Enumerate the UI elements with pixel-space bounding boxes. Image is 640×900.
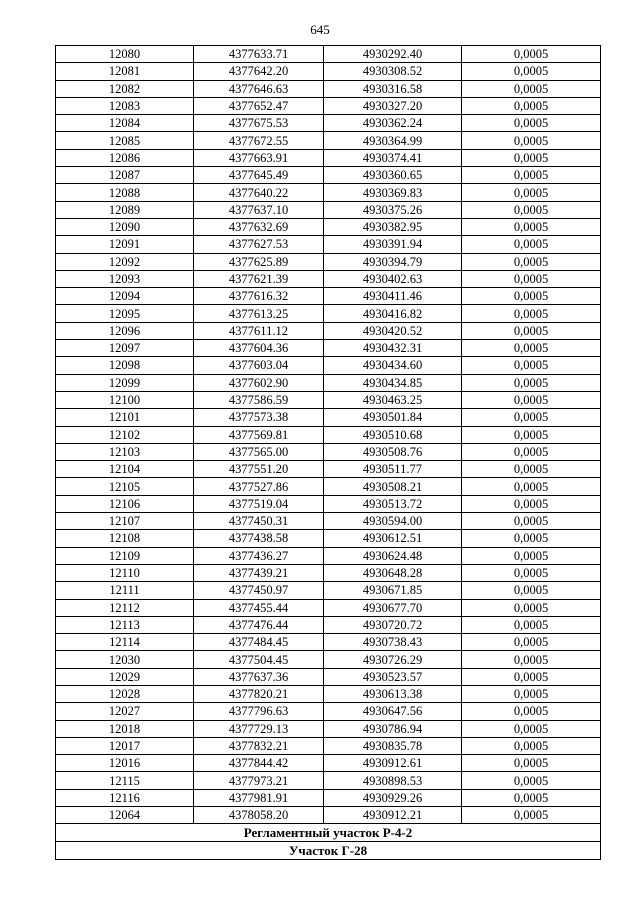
x-coordinate-cell: 4377672.55 bbox=[194, 132, 324, 149]
point-number-cell: 12095 bbox=[56, 305, 194, 322]
y-coordinate-cell: 4930394.79 bbox=[324, 253, 462, 270]
table-row bbox=[56, 461, 601, 478]
x-coordinate-cell: 4377603.04 bbox=[194, 357, 324, 374]
tolerance-cell: 0,0005 bbox=[462, 685, 601, 702]
table-row bbox=[56, 132, 601, 149]
tolerance-cell: 0,0005 bbox=[462, 703, 601, 720]
tolerance-cell: 0,0005 bbox=[462, 218, 601, 235]
y-coordinate-cell: 4930898.53 bbox=[324, 772, 462, 789]
x-coordinate-cell: 4377637.36 bbox=[194, 668, 324, 685]
tolerance-cell: 0,0005 bbox=[462, 755, 601, 772]
point-number-cell: 12027 bbox=[56, 703, 194, 720]
x-coordinate-cell: 4377832.21 bbox=[194, 737, 324, 754]
table-row bbox=[56, 46, 601, 63]
y-coordinate-cell: 4930513.72 bbox=[324, 495, 462, 512]
tolerance-cell: 0,0005 bbox=[462, 547, 601, 564]
tolerance-cell: 0,0005 bbox=[462, 495, 601, 512]
point-number-cell: 12102 bbox=[56, 426, 194, 443]
tolerance-cell: 0,0005 bbox=[462, 374, 601, 391]
point-number-cell: 12081 bbox=[56, 63, 194, 80]
y-coordinate-cell: 4930594.00 bbox=[324, 513, 462, 530]
tolerance-cell: 0,0005 bbox=[462, 391, 601, 408]
point-number-cell: 12085 bbox=[56, 132, 194, 149]
point-number-cell: 12096 bbox=[56, 322, 194, 339]
x-coordinate-cell: 4377621.39 bbox=[194, 270, 324, 287]
section-title: Участок Г-28 bbox=[56, 842, 601, 860]
table-row bbox=[56, 357, 601, 374]
y-coordinate-cell: 4930432.31 bbox=[324, 340, 462, 357]
table-row bbox=[56, 495, 601, 512]
point-number-cell: 12099 bbox=[56, 374, 194, 391]
tolerance-cell: 0,0005 bbox=[462, 582, 601, 599]
tolerance-cell: 0,0005 bbox=[462, 720, 601, 737]
y-coordinate-cell: 4930613.38 bbox=[324, 685, 462, 702]
y-coordinate-cell: 4930362.24 bbox=[324, 115, 462, 132]
point-number-cell: 12092 bbox=[56, 253, 194, 270]
point-number-cell: 12094 bbox=[56, 288, 194, 305]
x-coordinate-cell: 4378058.20 bbox=[194, 807, 324, 824]
page-number: 645 bbox=[310, 22, 330, 37]
tolerance-cell: 0,0005 bbox=[462, 340, 601, 357]
y-coordinate-cell: 4930671.85 bbox=[324, 582, 462, 599]
coordinates-table-body bbox=[56, 46, 601, 860]
x-coordinate-cell: 4377527.86 bbox=[194, 478, 324, 495]
x-coordinate-cell: 4377613.25 bbox=[194, 305, 324, 322]
tolerance-cell: 0,0005 bbox=[462, 80, 601, 97]
table-row bbox=[56, 564, 601, 581]
y-coordinate-cell: 4930292.40 bbox=[324, 46, 462, 63]
tolerance-cell: 0,0005 bbox=[462, 513, 601, 530]
tolerance-cell: 0,0005 bbox=[462, 322, 601, 339]
y-coordinate-cell: 4930391.94 bbox=[324, 236, 462, 253]
x-coordinate-cell: 4377729.13 bbox=[194, 720, 324, 737]
section-title-row bbox=[56, 842, 601, 860]
y-coordinate-cell: 4930726.29 bbox=[324, 651, 462, 668]
table-row bbox=[56, 409, 601, 426]
x-coordinate-cell: 4377646.63 bbox=[194, 80, 324, 97]
table-row bbox=[56, 703, 601, 720]
x-coordinate-cell: 4377450.97 bbox=[194, 582, 324, 599]
table-row bbox=[56, 184, 601, 201]
y-coordinate-cell: 4930411.46 bbox=[324, 288, 462, 305]
x-coordinate-cell: 4377633.71 bbox=[194, 46, 324, 63]
y-coordinate-cell: 4930420.52 bbox=[324, 322, 462, 339]
point-number-cell: 12087 bbox=[56, 167, 194, 184]
y-coordinate-cell: 4930364.99 bbox=[324, 132, 462, 149]
y-coordinate-cell: 4930510.68 bbox=[324, 426, 462, 443]
x-coordinate-cell: 4377476.44 bbox=[194, 616, 324, 633]
point-number-cell: 12090 bbox=[56, 218, 194, 235]
y-coordinate-cell: 4930374.41 bbox=[324, 149, 462, 166]
table-row bbox=[56, 391, 601, 408]
point-number-cell: 12100 bbox=[56, 391, 194, 408]
x-coordinate-cell: 4377675.53 bbox=[194, 115, 324, 132]
section-title: Регламентный участок Р-4-2 bbox=[56, 824, 601, 842]
x-coordinate-cell: 4377455.44 bbox=[194, 599, 324, 616]
tolerance-cell: 0,0005 bbox=[462, 789, 601, 806]
tolerance-cell: 0,0005 bbox=[462, 46, 601, 63]
table-row bbox=[56, 443, 601, 460]
table-row bbox=[56, 236, 601, 253]
y-coordinate-cell: 4930463.25 bbox=[324, 391, 462, 408]
table-row bbox=[56, 149, 601, 166]
tolerance-cell: 0,0005 bbox=[462, 478, 601, 495]
x-coordinate-cell: 4377663.91 bbox=[194, 149, 324, 166]
tolerance-cell: 0,0005 bbox=[462, 253, 601, 270]
x-coordinate-cell: 4377438.58 bbox=[194, 530, 324, 547]
table-row bbox=[56, 270, 601, 287]
y-coordinate-cell: 4930508.21 bbox=[324, 478, 462, 495]
point-number-cell: 12088 bbox=[56, 184, 194, 201]
y-coordinate-cell: 4930360.65 bbox=[324, 167, 462, 184]
point-number-cell: 12029 bbox=[56, 668, 194, 685]
point-number-cell: 12098 bbox=[56, 357, 194, 374]
tolerance-cell: 0,0005 bbox=[462, 63, 601, 80]
tolerance-cell: 0,0005 bbox=[462, 167, 601, 184]
tolerance-cell: 0,0005 bbox=[462, 115, 601, 132]
table-row bbox=[56, 305, 601, 322]
point-number-cell: 12028 bbox=[56, 685, 194, 702]
tolerance-cell: 0,0005 bbox=[462, 599, 601, 616]
table-row bbox=[56, 772, 601, 789]
tolerance-cell: 0,0005 bbox=[462, 564, 601, 581]
table-row bbox=[56, 651, 601, 668]
point-number-cell: 12112 bbox=[56, 599, 194, 616]
x-coordinate-cell: 4377632.69 bbox=[194, 218, 324, 235]
point-number-cell: 12113 bbox=[56, 616, 194, 633]
point-number-cell: 12083 bbox=[56, 97, 194, 114]
y-coordinate-cell: 4930835.78 bbox=[324, 737, 462, 754]
table-row bbox=[56, 668, 601, 685]
point-number-cell: 12108 bbox=[56, 530, 194, 547]
tolerance-cell: 0,0005 bbox=[462, 807, 601, 824]
tolerance-cell: 0,0005 bbox=[462, 236, 601, 253]
table-row bbox=[56, 201, 601, 218]
table-row bbox=[56, 789, 601, 806]
x-coordinate-cell: 4377565.00 bbox=[194, 443, 324, 460]
y-coordinate-cell: 4930912.21 bbox=[324, 807, 462, 824]
table-row bbox=[56, 755, 601, 772]
tolerance-cell: 0,0005 bbox=[462, 409, 601, 426]
x-coordinate-cell: 4377439.21 bbox=[194, 564, 324, 581]
table-row bbox=[56, 513, 601, 530]
tolerance-cell: 0,0005 bbox=[462, 737, 601, 754]
tolerance-cell: 0,0005 bbox=[462, 616, 601, 633]
x-coordinate-cell: 4377796.63 bbox=[194, 703, 324, 720]
tolerance-cell: 0,0005 bbox=[462, 426, 601, 443]
table-row bbox=[56, 616, 601, 633]
y-coordinate-cell: 4930912.61 bbox=[324, 755, 462, 772]
y-coordinate-cell: 4930434.60 bbox=[324, 357, 462, 374]
point-number-cell: 12116 bbox=[56, 789, 194, 806]
tolerance-cell: 0,0005 bbox=[462, 149, 601, 166]
point-number-cell: 12110 bbox=[56, 564, 194, 581]
point-number-cell: 12106 bbox=[56, 495, 194, 512]
tolerance-cell: 0,0005 bbox=[462, 357, 601, 374]
x-coordinate-cell: 4377973.21 bbox=[194, 772, 324, 789]
x-coordinate-cell: 4377484.45 bbox=[194, 634, 324, 651]
y-coordinate-cell: 4930402.63 bbox=[324, 270, 462, 287]
point-number-cell: 12089 bbox=[56, 201, 194, 218]
x-coordinate-cell: 4377436.27 bbox=[194, 547, 324, 564]
y-coordinate-cell: 4930508.76 bbox=[324, 443, 462, 460]
y-coordinate-cell: 4930720.72 bbox=[324, 616, 462, 633]
point-number-cell: 12082 bbox=[56, 80, 194, 97]
tolerance-cell: 0,0005 bbox=[462, 270, 601, 287]
table-row bbox=[56, 253, 601, 270]
x-coordinate-cell: 4377551.20 bbox=[194, 461, 324, 478]
point-number-cell: 12017 bbox=[56, 737, 194, 754]
tolerance-cell: 0,0005 bbox=[462, 461, 601, 478]
x-coordinate-cell: 4377642.20 bbox=[194, 63, 324, 80]
y-coordinate-cell: 4930308.52 bbox=[324, 63, 462, 80]
x-coordinate-cell: 4377504.45 bbox=[194, 651, 324, 668]
x-coordinate-cell: 4377652.47 bbox=[194, 97, 324, 114]
y-coordinate-cell: 4930648.28 bbox=[324, 564, 462, 581]
table-row bbox=[56, 340, 601, 357]
x-coordinate-cell: 4377820.21 bbox=[194, 685, 324, 702]
x-coordinate-cell: 4377586.59 bbox=[194, 391, 324, 408]
x-coordinate-cell: 4377450.31 bbox=[194, 513, 324, 530]
coordinates-table bbox=[55, 45, 601, 860]
point-number-cell: 12018 bbox=[56, 720, 194, 737]
y-coordinate-cell: 4930369.83 bbox=[324, 184, 462, 201]
x-coordinate-cell: 4377625.89 bbox=[194, 253, 324, 270]
table-row bbox=[56, 115, 601, 132]
x-coordinate-cell: 4377645.49 bbox=[194, 167, 324, 184]
tolerance-cell: 0,0005 bbox=[462, 668, 601, 685]
y-coordinate-cell: 4930501.84 bbox=[324, 409, 462, 426]
point-number-cell: 12084 bbox=[56, 115, 194, 132]
point-number-cell: 12030 bbox=[56, 651, 194, 668]
table-row bbox=[56, 685, 601, 702]
x-coordinate-cell: 4377637.10 bbox=[194, 201, 324, 218]
point-number-cell: 12093 bbox=[56, 270, 194, 287]
point-number-cell: 12114 bbox=[56, 634, 194, 651]
x-coordinate-cell: 4377981.91 bbox=[194, 789, 324, 806]
y-coordinate-cell: 4930382.95 bbox=[324, 218, 462, 235]
y-coordinate-cell: 4930416.82 bbox=[324, 305, 462, 322]
y-coordinate-cell: 4930327.20 bbox=[324, 97, 462, 114]
table-row bbox=[56, 218, 601, 235]
point-number-cell: 12091 bbox=[56, 236, 194, 253]
table-row bbox=[56, 80, 601, 97]
table-row bbox=[56, 737, 601, 754]
x-coordinate-cell: 4377616.32 bbox=[194, 288, 324, 305]
tolerance-cell: 0,0005 bbox=[462, 97, 601, 114]
point-number-cell: 12016 bbox=[56, 755, 194, 772]
x-coordinate-cell: 4377602.90 bbox=[194, 374, 324, 391]
table-row bbox=[56, 720, 601, 737]
point-number-cell: 12115 bbox=[56, 772, 194, 789]
x-coordinate-cell: 4377519.04 bbox=[194, 495, 324, 512]
point-number-cell: 12105 bbox=[56, 478, 194, 495]
x-coordinate-cell: 4377844.42 bbox=[194, 755, 324, 772]
y-coordinate-cell: 4930624.48 bbox=[324, 547, 462, 564]
tolerance-cell: 0,0005 bbox=[462, 443, 601, 460]
y-coordinate-cell: 4930434.85 bbox=[324, 374, 462, 391]
table-row bbox=[56, 478, 601, 495]
table-row bbox=[56, 63, 601, 80]
point-number-cell: 12080 bbox=[56, 46, 194, 63]
table-row bbox=[56, 547, 601, 564]
table-row bbox=[56, 530, 601, 547]
tolerance-cell: 0,0005 bbox=[462, 651, 601, 668]
point-number-cell: 12111 bbox=[56, 582, 194, 599]
table-row bbox=[56, 807, 601, 824]
table-row bbox=[56, 582, 601, 599]
tolerance-cell: 0,0005 bbox=[462, 288, 601, 305]
table-row bbox=[56, 426, 601, 443]
table-row bbox=[56, 374, 601, 391]
tolerance-cell: 0,0005 bbox=[462, 132, 601, 149]
y-coordinate-cell: 4930786.94 bbox=[324, 720, 462, 737]
x-coordinate-cell: 4377640.22 bbox=[194, 184, 324, 201]
y-coordinate-cell: 4930612.51 bbox=[324, 530, 462, 547]
tolerance-cell: 0,0005 bbox=[462, 634, 601, 651]
tolerance-cell: 0,0005 bbox=[462, 305, 601, 322]
y-coordinate-cell: 4930316.58 bbox=[324, 80, 462, 97]
tolerance-cell: 0,0005 bbox=[462, 530, 601, 547]
y-coordinate-cell: 4930647.56 bbox=[324, 703, 462, 720]
point-number-cell: 12064 bbox=[56, 807, 194, 824]
point-number-cell: 12109 bbox=[56, 547, 194, 564]
table-row bbox=[56, 599, 601, 616]
x-coordinate-cell: 4377569.81 bbox=[194, 426, 324, 443]
point-number-cell: 12107 bbox=[56, 513, 194, 530]
table-row bbox=[56, 322, 601, 339]
tolerance-cell: 0,0005 bbox=[462, 772, 601, 789]
tolerance-cell: 0,0005 bbox=[462, 201, 601, 218]
x-coordinate-cell: 4377573.38 bbox=[194, 409, 324, 426]
section-title-row bbox=[56, 824, 601, 842]
y-coordinate-cell: 4930677.70 bbox=[324, 599, 462, 616]
x-coordinate-cell: 4377604.36 bbox=[194, 340, 324, 357]
table-row bbox=[56, 634, 601, 651]
y-coordinate-cell: 4930929.26 bbox=[324, 789, 462, 806]
table-row bbox=[56, 288, 601, 305]
tolerance-cell: 0,0005 bbox=[462, 184, 601, 201]
x-coordinate-cell: 4377611.12 bbox=[194, 322, 324, 339]
point-number-cell: 12103 bbox=[56, 443, 194, 460]
y-coordinate-cell: 4930738.43 bbox=[324, 634, 462, 651]
y-coordinate-cell: 4930523.57 bbox=[324, 668, 462, 685]
x-coordinate-cell: 4377627.53 bbox=[194, 236, 324, 253]
y-coordinate-cell: 4930511.77 bbox=[324, 461, 462, 478]
table-row bbox=[56, 97, 601, 114]
point-number-cell: 12101 bbox=[56, 409, 194, 426]
point-number-cell: 12086 bbox=[56, 149, 194, 166]
point-number-cell: 12097 bbox=[56, 340, 194, 357]
point-number-cell: 12104 bbox=[56, 461, 194, 478]
table-row bbox=[56, 167, 601, 184]
y-coordinate-cell: 4930375.26 bbox=[324, 201, 462, 218]
